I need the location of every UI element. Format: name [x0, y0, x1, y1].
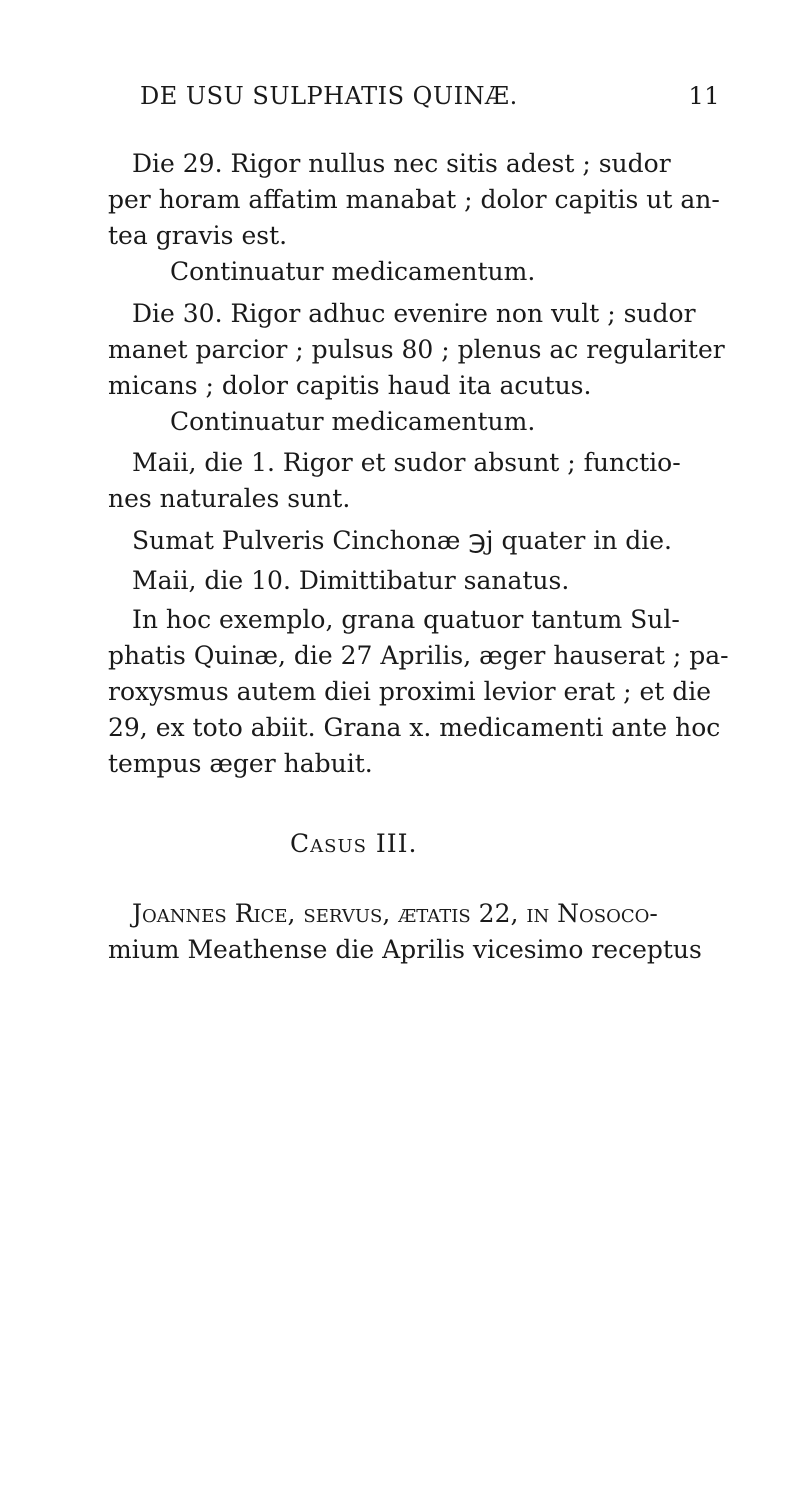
text-line: Joannes Rice, servus, ætatis 22, in Nosoco-	[132, 899, 658, 928]
text-line: Continuatur medicamentum.	[170, 257, 536, 286]
text-line: per horam affatim manabat ; dolor capitis ut an-	[108, 185, 720, 214]
text-line: In hoc exemplo, grana quatuor tantum Sul-	[132, 605, 680, 634]
text-line: tea gravis est.	[108, 221, 288, 250]
text-line: 29, ex toto abiit. Grana x. medicamenti ante hoc	[108, 713, 721, 742]
text-line: Sumat Pulveris Cinchonæ ℈j quater in die.	[132, 526, 673, 555]
text-line: phatis Quinæ, die 27 Aprilis, æger hauserat ; pa-	[108, 641, 729, 670]
page-number: 11	[688, 82, 720, 110]
section-heading: Casus III.	[290, 829, 418, 858]
text-line: tempus æger habuit.	[108, 749, 373, 778]
text-line: Die 30. Rigor adhuc evenire non vult ; sudor	[132, 299, 696, 328]
text-line: nes naturales sunt.	[108, 484, 351, 513]
text-line: roxysmus autem diei proximi levior erat ; et die	[108, 677, 712, 706]
text-line: mium Meathense die Aprilis vicesimo receptus	[108, 935, 702, 964]
running-title: DE USU SULPHATIS QUINÆ.	[140, 82, 518, 110]
text-line: micans ; dolor capitis haud ita acutus.	[108, 371, 592, 400]
text-line: manet parcior ; pulsus 80 ; plenus ac regulariter	[108, 335, 725, 364]
text-line: Die 29. Rigor nullus nec sitis adest ; sudor	[132, 149, 671, 178]
page-header	[100, 82, 720, 118]
text-line: Maii, die 1. Rigor et sudor absunt ; functio-	[132, 448, 681, 477]
text-line: Continuatur medicamentum.	[170, 407, 536, 436]
text-line: Maii, die 10. Dimittibatur sanatus.	[132, 566, 570, 595]
